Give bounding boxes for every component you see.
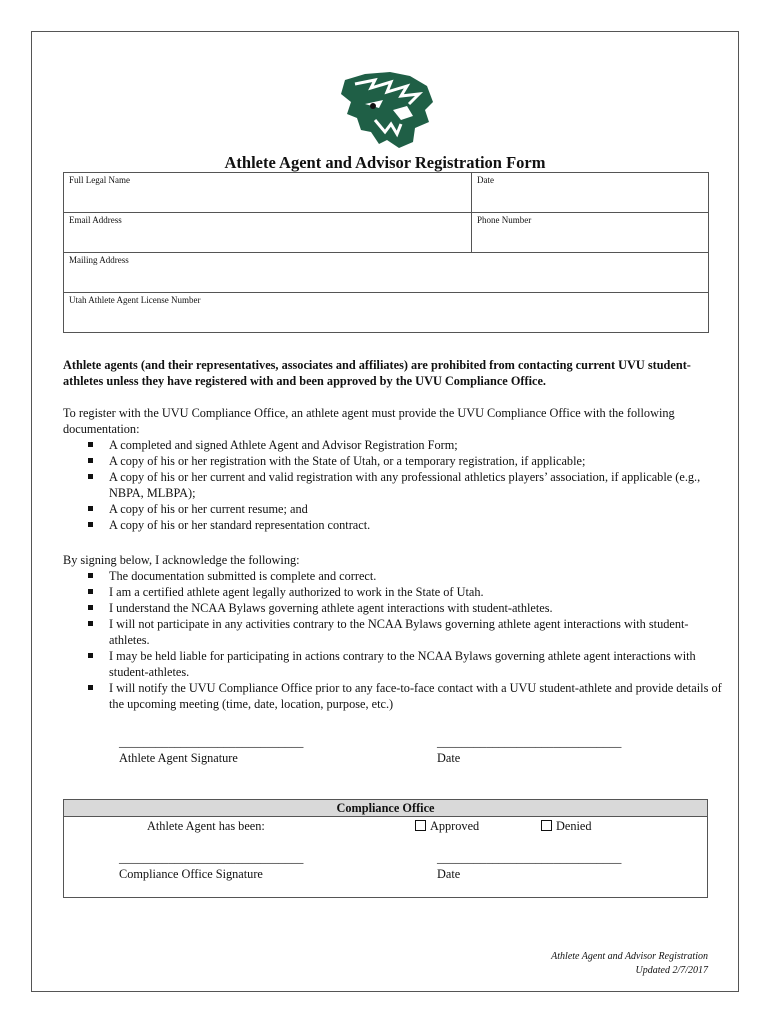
- compliance-date-label: Date: [437, 867, 461, 881]
- registration-fields-table: [63, 172, 709, 333]
- list-item: I may be held liable for participating in actions contrary to the NCAA Bylaws governing athlete agent interactions with student-athletes.: [63, 648, 723, 680]
- wolverine-logo-icon: [335, 70, 435, 150]
- denied-option[interactable]: [541, 818, 592, 834]
- email-address-label: Email Address: [69, 215, 122, 225]
- phone-number-label: Phone Number: [477, 215, 532, 225]
- compliance-date-line[interactable]: ______________________________: [437, 851, 622, 865]
- mailing-address-field[interactable]: [64, 253, 709, 293]
- agent-date-line[interactable]: ______________________________: [437, 735, 622, 749]
- list-item: I am a certified athlete agent legally authorized to work in the State of Utah.: [63, 584, 723, 600]
- list-item: I understand the NCAA Bylaws governing athlete agent interactions with student-athletes.: [63, 600, 723, 616]
- compliance-signature-line[interactable]: ______________________________: [119, 851, 304, 865]
- denied-checkbox-icon[interactable]: [541, 820, 552, 831]
- full-legal-name-field[interactable]: [64, 173, 472, 213]
- agent-date-label: Date: [437, 751, 461, 765]
- warning-notice: Athlete agents (and their representatives, associates and affiliates) are prohibited from contacting current UVU student-athletes unless they have registered with and been approved by the UVU Compliance Office.: [63, 358, 691, 388]
- agent-signature-line[interactable]: ______________________________: [119, 735, 304, 749]
- register-list: [63, 437, 723, 533]
- approved-checkbox-icon[interactable]: [415, 820, 426, 831]
- full-legal-name-label: Full Legal Name: [69, 175, 130, 185]
- denied-label: Denied: [556, 819, 592, 833]
- compliance-signature-label: Compliance Office Signature: [119, 867, 263, 881]
- phone-number-field[interactable]: [472, 213, 709, 253]
- agent-status-label: Athlete Agent has been:: [147, 819, 265, 833]
- footer-title: Athlete Agent and Advisor Registration: [551, 951, 708, 962]
- acknowledge-list: [63, 568, 723, 712]
- list-item: I will not participate in any activities contrary to the NCAA Bylaws governing athlete agent interactions with student-athletes.: [63, 616, 723, 648]
- list-item: A completed and signed Athlete Agent and Advisor Registration Form;: [63, 437, 723, 453]
- license-number-field[interactable]: [64, 293, 709, 333]
- form-title: Athlete Agent and Advisor Registration Form: [224, 153, 546, 172]
- approved-label: Approved: [430, 819, 480, 833]
- acknowledge-intro: By signing below, I acknowledge the following:: [63, 553, 300, 567]
- mailing-address-label: Mailing Address: [69, 255, 129, 265]
- list-item: A copy of his or her registration with the State of Utah, or a temporary registration, if applicable;: [63, 453, 723, 469]
- footer-updated: Updated 2/7/2017: [635, 965, 708, 976]
- footer: [551, 950, 708, 978]
- compliance-office-heading: Compliance Office: [64, 800, 707, 817]
- license-number-label: Utah Athlete Agent License Number: [69, 295, 201, 305]
- email-address-field[interactable]: [64, 213, 472, 253]
- list-item: A copy of his or her current and valid registration with any professional athletics players’ association, if applicable (e.g., NBPA, MLBPA);: [63, 469, 723, 501]
- list-item: A copy of his or her standard representation contract.: [63, 517, 723, 533]
- list-item: The documentation submitted is complete and correct.: [63, 568, 723, 584]
- list-item: I will notify the UVU Compliance Office prior to any face-to-face contact with a UVU student-athlete and provide details of the upcoming meeting (time, date, location, purpose, etc.): [63, 680, 723, 712]
- list-item: A copy of his or her current resume; and: [63, 501, 723, 517]
- agent-signature-label: Athlete Agent Signature: [119, 751, 238, 765]
- compliance-office-box: [63, 799, 708, 898]
- date-field-label: Date: [477, 175, 494, 185]
- register-intro: To register with the UVU Compliance Office, an athlete agent must provide the UVU Compliance Office with the following documentation:: [63, 406, 675, 436]
- date-field[interactable]: [472, 173, 709, 213]
- approved-option[interactable]: [415, 818, 479, 834]
